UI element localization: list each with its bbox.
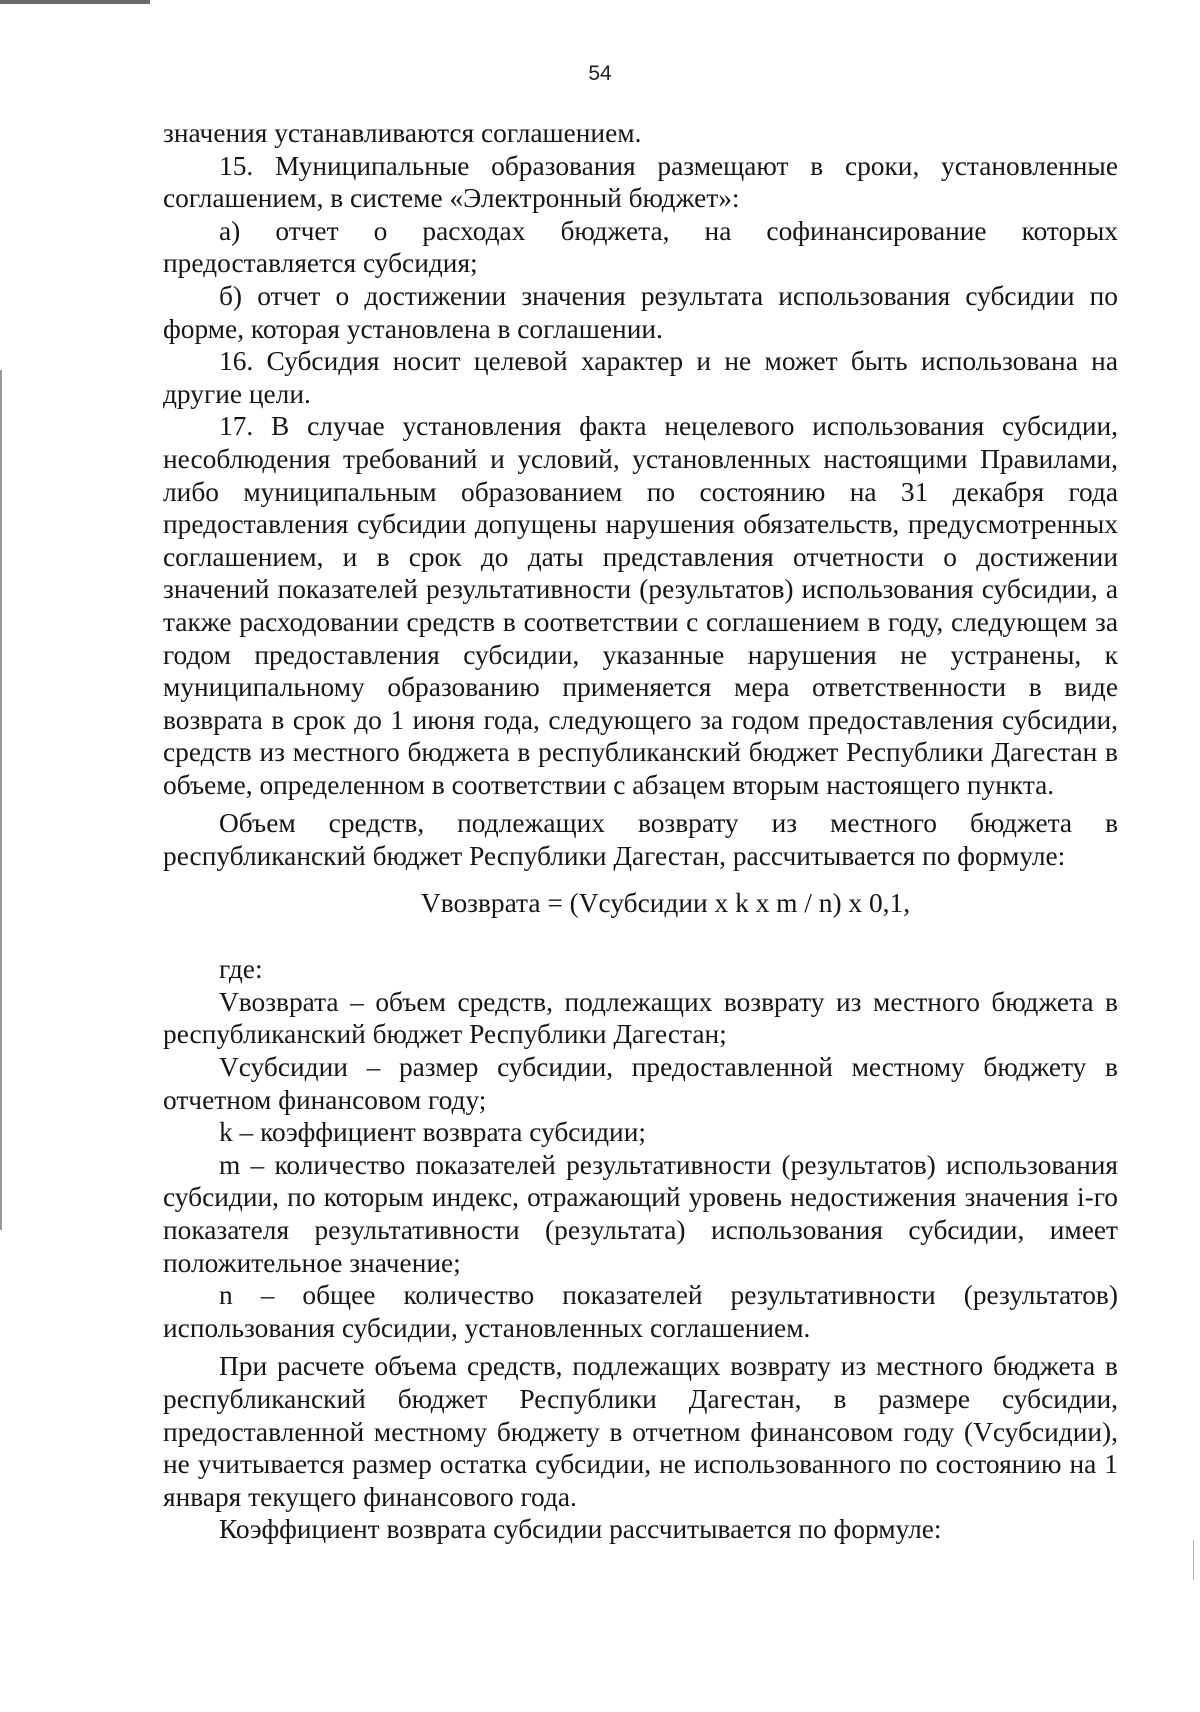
scan-edge-left — [0, 370, 2, 1230]
document-body — [163, 117, 1118, 1546]
paragraph-coefficient-formula-intro: Коэффициент возврата субсидии рассчитывается по формуле: — [219, 1514, 942, 1545]
definition-v-subsidy: Vсубсидии – размер субсидии, предоставленной местному бюджету в отчетном финансовом году; — [163, 1052, 1118, 1115]
definition-n: n – общее количество показателей результативности (результатов) использования субсидии, установленных соглашением. — [163, 1280, 1118, 1343]
paragraph-where: где: — [219, 954, 263, 985]
paragraph-volume-formula-intro: Объем средств, подлежащих возврату из местного бюджета в республиканский бюджет Республики Дагестан, рассчитывается по формуле: — [163, 808, 1118, 872]
paragraph-item-a: а) отчет о расходах бюджета, на софинансирование которых предоставляется субсидия; — [163, 215, 1118, 279]
paragraph-clause-17: 17. В случае установления факта нецелевого использования субсидии, несоблюдения требований и условий, установленных настоящими Правилами, либо муниципальным образованием по состоянию на 31 декабря года предоставления субсидии допущены нарушения обязательств, предусмотренных соглашением, и в срок до даты представления отчетности о достижении значений показателей результативности (результатов) использования субсидии, а также расходовании средств в соответствии с соглашением в году, следующем за годом предоставления субсидии, указанные нарушения не устранены, к муниципальному образованию применяется мера ответственности в виде возврата в срок до 1 июня года, следующего за годом предоставления субсидии, средств из местного бюджета в республиканский бюджет Республики Дагестан в объеме, определенном в соответствии с абзацем вторым настоящего пункта. — [163, 411, 1118, 800]
scan-edge-top — [0, 0, 150, 4]
paragraph-item-b: б) отчет о достижении значения результата использования субсидии по форме, которая установлена в соглашении. — [163, 280, 1118, 344]
definition-m: m – количество показателей результативности (результатов) использования субсидии, по которым индекс, отражающий уровень недостижения значения i-го показателя результативности (результата) использования субсидии, имеет положительное значение; — [163, 1149, 1118, 1278]
formula-return-volume: Vвозврата = (Vсубсидии x k x m / n) x 0,1, — [420, 887, 911, 918]
definition-k: k – коэффициент возврата субсидии; — [219, 1117, 646, 1148]
paragraph-clause-16: 16. Субсидия носит целевой характер и не может быть использована на другие цели. — [163, 346, 1118, 409]
paragraph-continuation: значения устанавливаются соглашением. — [163, 118, 642, 148]
page-number: 54 — [588, 62, 612, 85]
definition-v-return: Vвозврата – объем средств, подлежащих возврату из местного бюджета в республиканский бюджет Республики Дагестан; — [163, 986, 1118, 1050]
paragraph-clause-15: 15. Муниципальные образования размещают в сроки, установленные соглашением, в системе «Электронный бюджет»: — [163, 150, 1118, 214]
paragraph-calculation-note: При расчете объема средств, подлежащих возврату из местного бюджета в республиканский бюджет Республики Дагестан, в размере субсидии, предоставленной местному бюджету в отчетном финансовом году (Vсубсидии), не учитывается размер остатка субсидии, не использованного по состоянию на 1 января текущего финансового года. — [163, 1351, 1118, 1512]
scan-edge-right — [1193, 1540, 1194, 1580]
